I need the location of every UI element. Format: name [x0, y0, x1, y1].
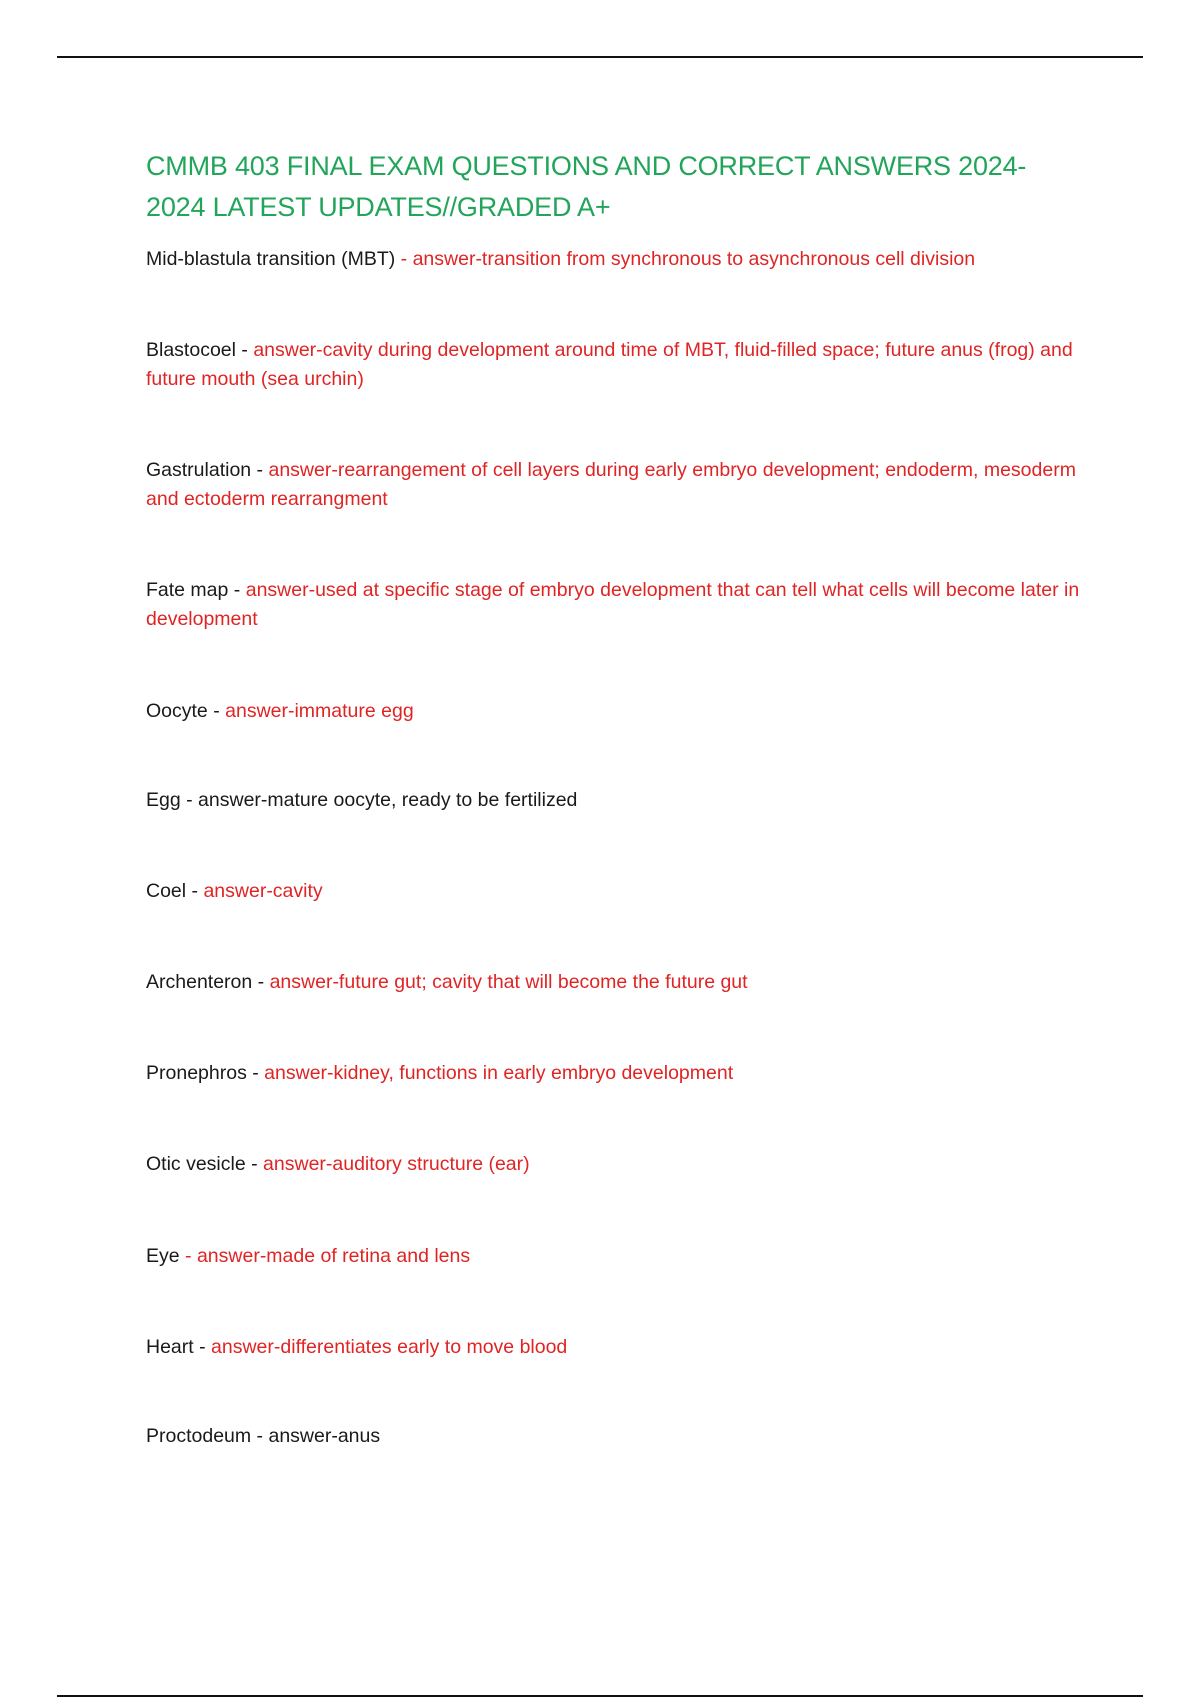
- separator: -: [246, 1062, 265, 1084]
- term: Mid-blastula transition (MBT): [146, 248, 396, 270]
- separator: -: [228, 579, 246, 601]
- separator: -: [395, 248, 413, 270]
- term: Proctodeum: [146, 1425, 252, 1447]
- separator: -: [186, 880, 204, 902]
- answer: answer-kidney, functions in early embryo development: [264, 1062, 734, 1084]
- separator: -: [207, 700, 226, 722]
- answer: answer-rearrangement of cell layers during early embryo development; endoderm, mesoderm and ectoderm rearrangment: [146, 459, 1076, 510]
- qa-entry: [146, 1333, 1096, 1362]
- separator: -: [251, 459, 269, 481]
- term: Eye: [146, 1245, 180, 1267]
- qa-entry: [146, 786, 1096, 815]
- separator: -: [180, 789, 199, 811]
- term: Blastocoel: [146, 339, 236, 361]
- answer: answer-used at specific stage of embryo development that can tell what cells will become later in development: [146, 579, 1080, 630]
- document-title: CMMB 403 FINAL EXAM QUESTIONS AND CORRECT ANSWERS 2024-2024 LATEST UPDATES//GRADED A+: [146, 151, 1027, 222]
- qa-entry: [146, 245, 1096, 274]
- separator: -: [179, 1245, 197, 1267]
- header-rule: [57, 56, 1143, 58]
- qa-entry: [146, 1242, 1096, 1271]
- qa-entry: [146, 877, 1096, 906]
- answer: answer-differentiates early to move blood: [211, 1336, 568, 1358]
- answer: answer-transition from synchronous to asynchronous cell division: [412, 248, 976, 270]
- qa-entry: [146, 697, 1096, 726]
- answer: answer-future gut; cavity that will become the future gut: [269, 971, 748, 993]
- answer: answer-cavity: [203, 880, 323, 902]
- separator: -: [245, 1153, 264, 1175]
- qa-entry: [146, 1150, 1096, 1179]
- term: Otic vesicle: [146, 1153, 246, 1175]
- footer-rule: [57, 1695, 1143, 1697]
- qa-entry: [146, 336, 1096, 394]
- qa-entry: [146, 1059, 1096, 1088]
- term: Gastrulation: [146, 459, 252, 481]
- answer: answer-anus: [268, 1425, 381, 1447]
- answer: answer-immature egg: [225, 700, 414, 722]
- answer: answer-cavity during development around time of MBT, fluid-filled space; future anus (frog) and future mouth (sea urchin): [146, 339, 1073, 390]
- separator: -: [235, 339, 254, 361]
- qa-entry: [146, 968, 1096, 997]
- term: Egg: [146, 789, 181, 811]
- answer: answer-auditory structure (ear): [263, 1153, 530, 1175]
- qa-entry: [146, 456, 1096, 514]
- term: Oocyte: [146, 700, 208, 722]
- separator: -: [193, 1336, 212, 1358]
- answer: answer-mature oocyte, ready to be fertilized: [198, 789, 578, 811]
- answer: answer-made of retina and lens: [196, 1245, 471, 1267]
- term: Coel: [146, 880, 187, 902]
- separator: -: [251, 1425, 269, 1447]
- qa-entry: [146, 576, 1096, 634]
- term: Fate map: [146, 579, 229, 601]
- term: Heart: [146, 1336, 194, 1358]
- qa-entry: [146, 1422, 1096, 1451]
- term: Archenteron: [146, 971, 253, 993]
- term: Pronephros: [146, 1062, 247, 1084]
- separator: -: [252, 971, 270, 993]
